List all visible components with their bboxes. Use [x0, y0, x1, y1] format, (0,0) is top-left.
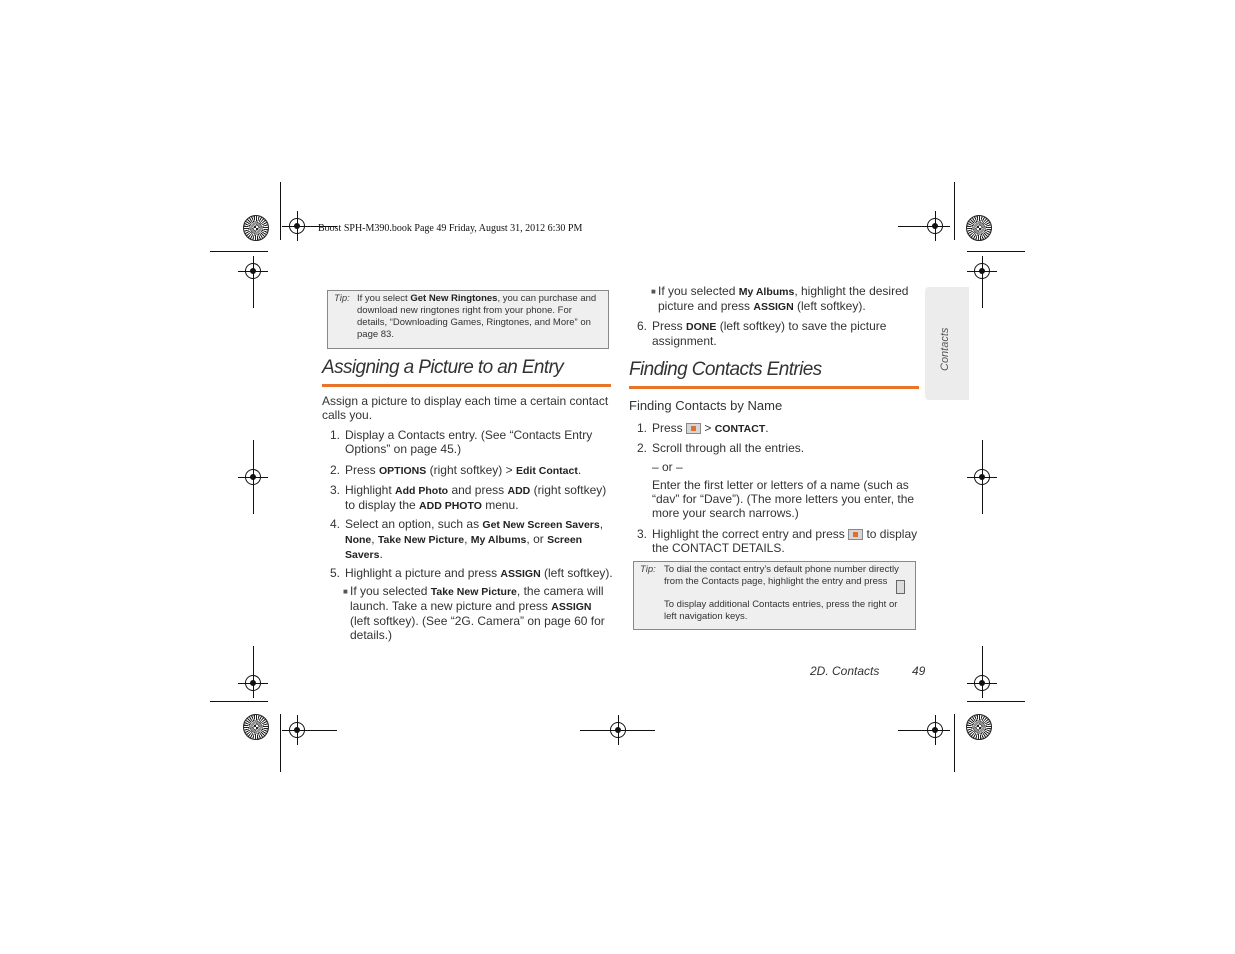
bullet-icon: ■	[651, 287, 656, 296]
star-target-icon	[243, 714, 269, 740]
crop-line	[982, 646, 983, 670]
step-text: Highlight a picture and press ASSIGN (left softkey).	[345, 566, 613, 580]
crop-line	[898, 730, 922, 731]
crop-line	[210, 701, 268, 702]
registration-mark-icon	[967, 668, 997, 698]
star-target-icon	[966, 215, 992, 241]
tip-label: Tip:	[640, 564, 656, 575]
step-text: Press > CONTACT.	[652, 421, 769, 435]
registration-mark-icon	[238, 668, 268, 698]
step-number: 5.	[330, 566, 341, 580]
heading-rule	[322, 384, 611, 387]
crop-line	[954, 182, 955, 240]
intro-paragraph: Assign a picture to display each time a certain contact calls you.	[322, 394, 609, 422]
subheading-by-name: Finding Contacts by Name	[629, 398, 783, 413]
registration-mark-icon	[967, 256, 997, 286]
crop-line	[253, 284, 254, 308]
section-heading-assign-picture: Assigning a Picture to an Entry	[322, 357, 564, 378]
step-text: Press OPTIONS (right softkey) > Edit Contact.	[345, 463, 582, 477]
bullet-text: If you selected My Albums, highlight the desired picture and press ASSIGN (left softkey).	[658, 284, 909, 313]
tip-box-ringtones	[327, 290, 609, 349]
step-number: 2.	[637, 441, 648, 455]
menu-key-icon	[686, 423, 701, 434]
registration-mark-icon	[920, 715, 950, 745]
alternative-text: Enter the first letter or letters of a name (such as “dav” for “Dave”). (The more letters you enter, the more your search narrows.)	[652, 478, 915, 520]
crop-line	[280, 714, 281, 772]
tip-box-dialing	[633, 561, 916, 630]
crop-line	[280, 182, 281, 240]
step-number: 6.	[637, 319, 648, 333]
tip-text: To dial the contact entry’s default phone number directly from the Contacts page, highlight the entry and press	[664, 564, 899, 587]
crop-line	[967, 701, 1025, 702]
step-number: 2.	[330, 463, 341, 477]
step-text: Select an option, such as Get New Screen Savers, None, Take New Picture, My Albums, or Screen Savers.	[345, 517, 604, 561]
star-target-icon	[966, 714, 992, 740]
registration-mark-icon	[282, 715, 312, 745]
step-number: 1.	[330, 428, 341, 442]
registration-mark-icon	[282, 211, 312, 241]
step-text: Highlight Add Photo and press ADD (right softkey) to display the ADD PHOTO menu.	[345, 483, 607, 512]
tip-text: To display additional Contacts entries, press the right or left navigation keys.	[664, 599, 898, 622]
star-target-icon	[243, 215, 269, 241]
step-text: Highlight the correct entry and press to display the CONTACT DETAILS.	[652, 527, 918, 555]
tip-label: Tip:	[334, 293, 350, 304]
step-text: Press DONE (left softkey) to save the picture assignment.	[652, 319, 887, 348]
crop-line	[253, 646, 254, 670]
side-tab-label: Contacts	[939, 327, 951, 371]
crop-line	[967, 251, 1025, 252]
talk-key-icon	[896, 580, 905, 594]
registration-mark-icon	[238, 256, 268, 286]
crop-line	[253, 440, 254, 514]
bullet-icon: ■	[343, 587, 348, 596]
book-header: Boost SPH-M390.book Page 49 Friday, August 31, 2012 6:30 PM	[318, 223, 583, 234]
crop-line	[210, 251, 268, 252]
heading-rule	[629, 386, 919, 389]
step-number: 3.	[637, 527, 648, 541]
crop-line	[982, 440, 983, 514]
crop-line	[954, 714, 955, 772]
footer-section: 2D. Contacts	[810, 664, 880, 678]
registration-mark-icon	[920, 211, 950, 241]
step-number: 1.	[637, 421, 648, 435]
crop-line	[311, 730, 337, 731]
section-heading-finding-contacts: Finding Contacts Entries	[629, 359, 822, 380]
bullet-text: If you selected Take New Picture, the camera will launch. Take a new picture and press ASSIGN (left softkey). (See “2G. Camera” on page 60 for details.)	[350, 584, 605, 642]
crop-line	[898, 226, 922, 227]
crop-line	[982, 284, 983, 308]
step-number: 4.	[330, 517, 341, 531]
crop-line	[580, 730, 655, 731]
page-number: 49	[912, 664, 926, 678]
tip-text: If you select Get New Ringtones, you can purchase and download new ringtones right from your phone. For details, “Downloading Games, Ringtones, and More” on page 83.	[357, 293, 597, 340]
ok-key-icon	[848, 529, 863, 540]
step-text: Display a Contacts entry. (See “Contacts Entry Options” on page 45.)	[345, 428, 593, 456]
step-number: 3.	[330, 483, 341, 497]
section-side-tab	[925, 287, 969, 400]
or-separator: – or –	[652, 460, 683, 474]
step-text: Scroll through all the entries.	[652, 441, 805, 455]
